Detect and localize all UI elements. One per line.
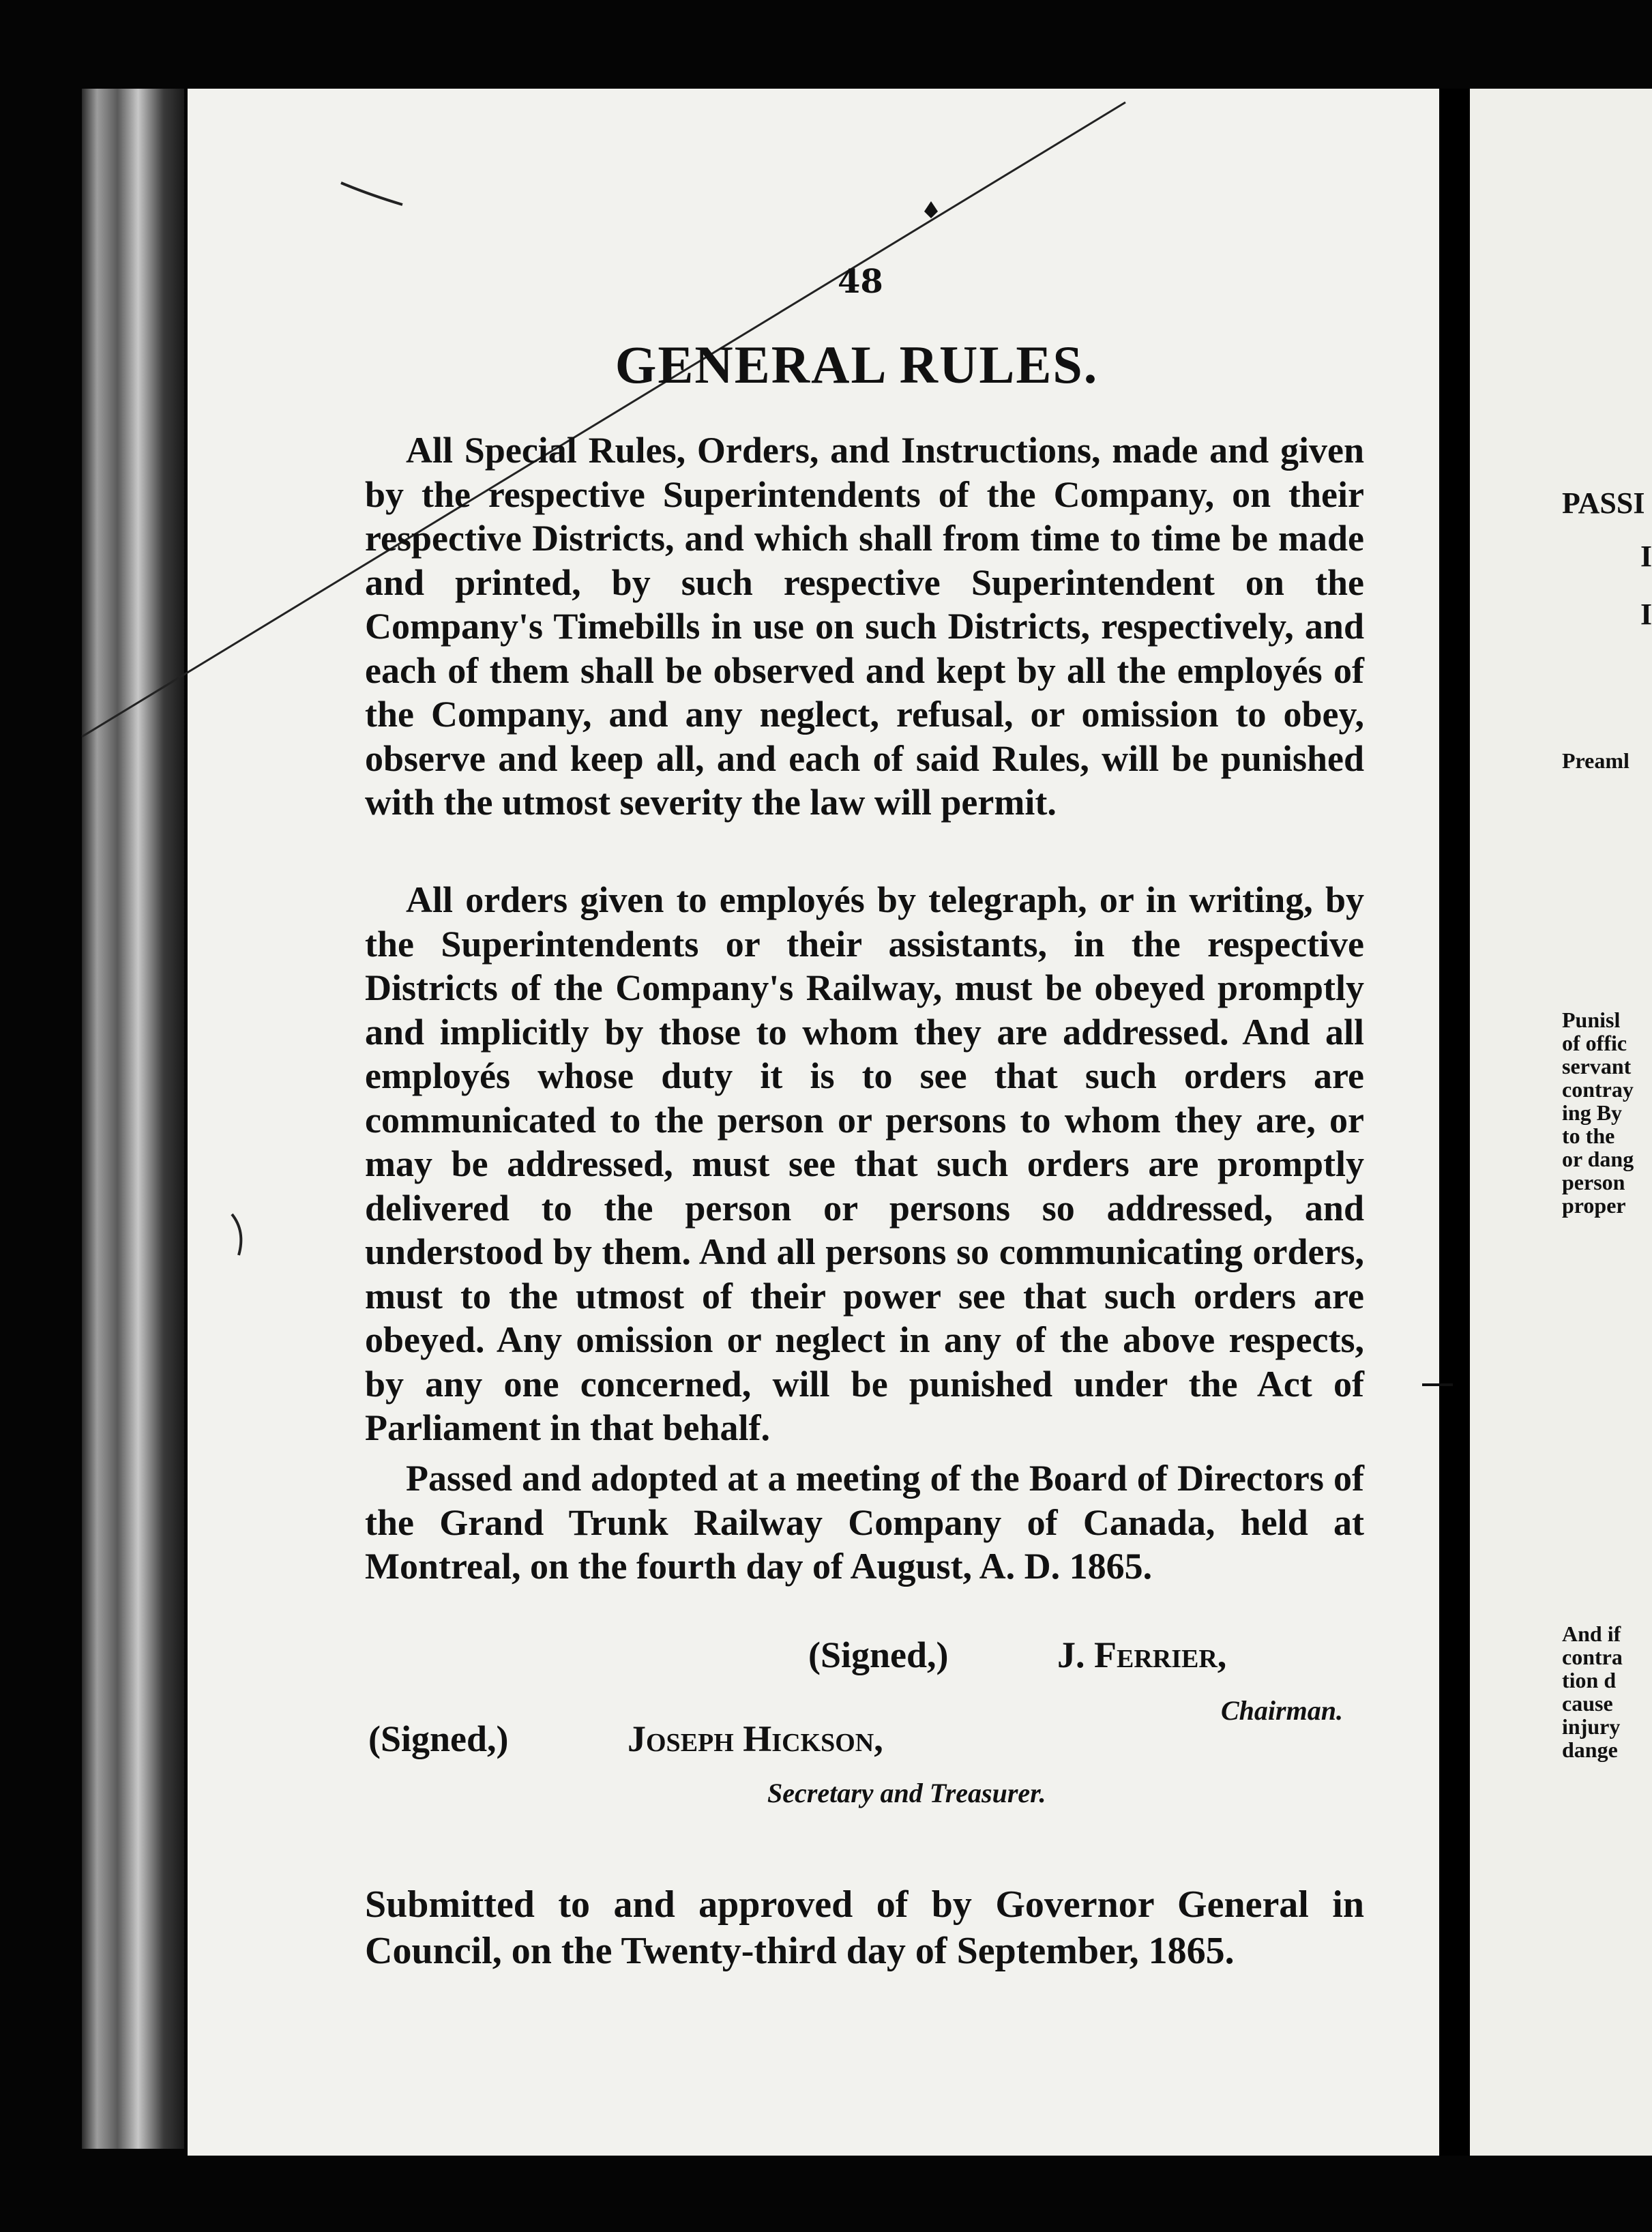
margin-line: dange — [1562, 1737, 1618, 1762]
margin-line: And if — [1562, 1621, 1621, 1646]
next-page-line-1: I — [1640, 540, 1652, 573]
signatory-name-1: J. Ferrier, — [1057, 1634, 1227, 1675]
next-page-heading: PASSI — [1562, 486, 1645, 520]
margin-line: Punisl — [1562, 1008, 1621, 1032]
signatory-name-2: Joseph Hickson, — [628, 1718, 883, 1759]
margin-line: injury — [1562, 1714, 1621, 1739]
paragraph-text: Passed and adopted at a meeting of the Board of Directors of the Grand Trunk Railway Company of Canada, held at Montreal, on the fourth day of August, A. D. 1865. — [365, 1458, 1364, 1587]
signatory-role-1: Chairman. — [1221, 1695, 1343, 1726]
margin-line: contray — [1562, 1077, 1634, 1102]
rules-paragraph-1 — [365, 428, 1364, 825]
signed-label-2: (Signed,) — [368, 1718, 509, 1759]
page-title: GENERAL RULES. — [615, 335, 1099, 394]
margin-line: tion d — [1562, 1668, 1617, 1692]
paragraph-text: All orders given to employés by telegraph, or in writing, by the Superintendents or their assistants, in the respective Districts of the Company's Railway, must be obeyed promptly and implicitly by those to whom they are addressed. And all employés whose duty it is to see that such orders are communicated to the person or persons to whom they are, or may be addressed, must see that such orders are promptly delivered to the person or persons so addressed, and understood by them. And all persons so communicating orders, must to the utmost of their power see that such orders are obeyed. Any omission or neglect in any of the above respects, by any one concerned, will be punished under the Act of Parliament in that behalf. — [365, 879, 1364, 1448]
page-number: 48 — [838, 263, 883, 301]
margin-line: servant — [1562, 1054, 1632, 1078]
approval-statement: Submitted to and approved of by Governor General in Council, on the Twenty-third day of September, 1865. — [365, 1883, 1364, 1972]
signatory-role-2: Secretary and Treasurer. — [767, 1778, 1046, 1808]
rules-paragraph-3 — [365, 1456, 1364, 1589]
margin-line: person — [1562, 1170, 1625, 1194]
next-page-margin-punish — [1562, 1008, 1634, 1217]
margin-line: cause — [1562, 1691, 1613, 1716]
margin-line: of offic — [1562, 1031, 1627, 1055]
signed-label-1: (Signed,) — [808, 1634, 949, 1675]
next-page-preamble: Preaml — [1562, 748, 1629, 773]
margin-line: ing By — [1562, 1100, 1623, 1125]
next-page-line-2: I — [1640, 598, 1652, 631]
margin-line: contra — [1562, 1645, 1623, 1669]
rules-paragraph-2 — [365, 878, 1364, 1450]
next-page-margin-andif — [1562, 1622, 1623, 1761]
margin-line: or dang — [1562, 1147, 1634, 1171]
paragraph-text: All Special Rules, Orders, and Instructions, made and given by the respective Superintendents of the Company, on their respective Districts, and which shall from time to time be made and printed, by such respective Superintendent on the Company's Timebills in use on such Districts, respectively, and each of them shall be observed and kept by all the employés of the Company, and any neglect, refusal, or omission to obey, observe and keep all, and each of said Rules, will be punished with the utmost severity the law will permit. — [365, 430, 1364, 823]
margin-line: proper — [1562, 1193, 1626, 1218]
margin-line: to the — [1562, 1124, 1615, 1148]
